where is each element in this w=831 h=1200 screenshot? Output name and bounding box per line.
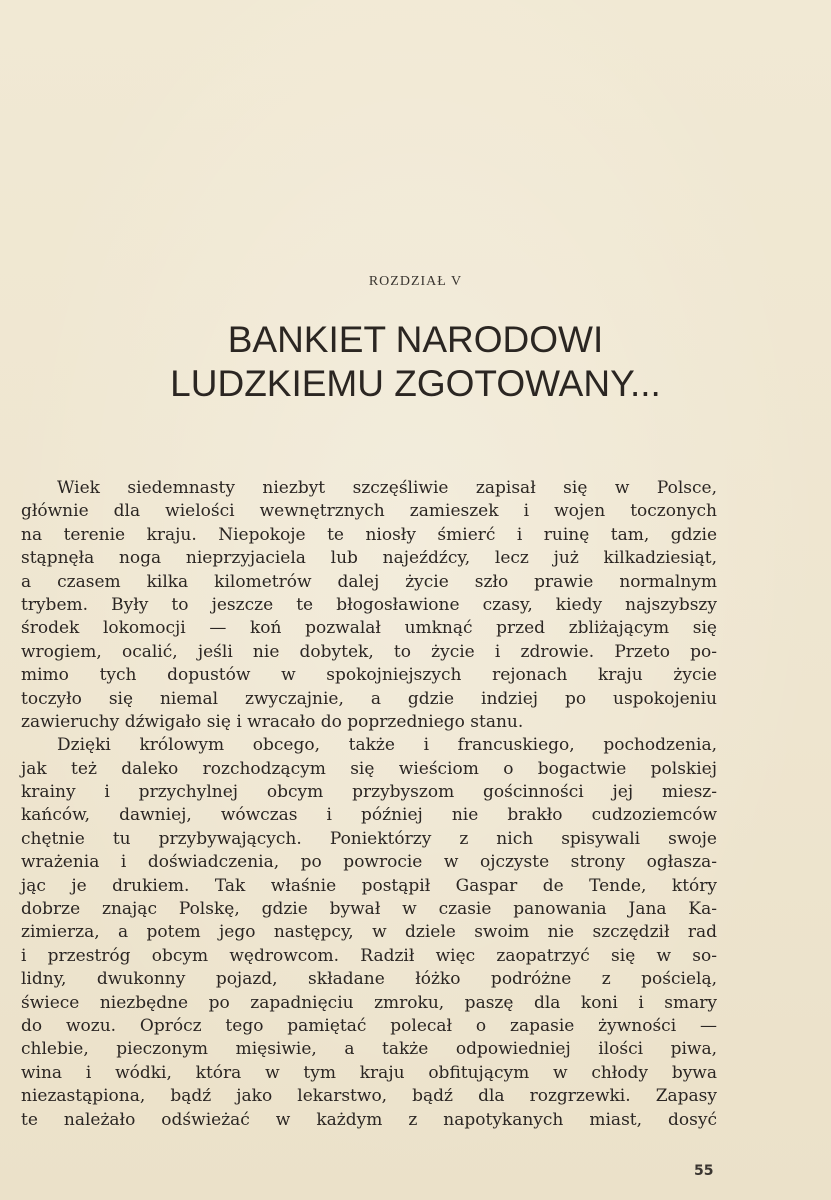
text-line: głównie dla wielości wewnętrznych zamieszek i wojen toczonych [21, 501, 717, 522]
text-line: wina i wódki, która w tym kraju obfitującym w chłody bywa [21, 1062, 717, 1083]
text-line: Wiek siedemnasty niezbyt szczęśliwie zapisał się w Polsce, [57, 478, 717, 498]
text-line: krainy i przychylnej obcym przybyszom gościnności jej miesz- [21, 782, 717, 803]
text-line: stąpnęła noga nieprzyjaciela lub najeźdźcy, lecz już kilkadziesiąt, [21, 548, 717, 569]
chapter-label: ROZDZIAŁ V [368, 274, 463, 289]
text-line: chętnie tu przybywających. Poniektórzy z nich spisywali swoje [21, 828, 717, 849]
chapter-title-line-2: LUDZKIEMU ZGOTOWANY... [170, 363, 661, 404]
text-line: te należało odświeżać w każdym z napotykanych miast, dosyć [21, 1109, 717, 1130]
chapter-title [0, 318, 831, 406]
text-line: Dzięki królowym obcego, także i francuskiego, pochodzenia, [57, 735, 717, 756]
chapter-title-line-1: BANKIET NARODOWI [227, 319, 604, 360]
text-line: zimierza, a potem jego następcy, w dziele swoim nie szczędził rad [21, 922, 717, 943]
text-line: niezastąpiona, bądź jako lekarstwo, bądź dla rozgrzewki. Zapasy [21, 1086, 717, 1107]
text-line: jak też daleko rozchodzącym się wieściom o bogactwie polskiej [21, 758, 717, 779]
text-line: do wozu. Oprócz tego pamiętać polecał o zapasie żywności — [21, 1015, 717, 1036]
text-line: a czasem kilka kilometrów dalej życie szło prawie normalnym [21, 571, 717, 592]
text-line: zawieruchy dźwigało się i wracało do poprzedniego stanu. [21, 711, 524, 732]
text-line: toczyło się niemal zwyczajnie, a gdzie indziej po uspokojeniu [21, 688, 717, 709]
text-line: jąc je drukiem. Tak właśnie postąpił Gaspar de Tende, który [21, 875, 717, 896]
text-line: świece niezbędne po zapadnięciu zmroku, paszę dla koni i smary [21, 992, 717, 1013]
text-line: trybem. Były to jeszcze te błogosławione czasy, kiedy najszybszy [21, 594, 717, 615]
text-line: wrażenia i doświadczenia, po powrocie w ojczyste strony ogłasza- [21, 852, 717, 873]
text-line: wrogiem, ocalić, jeśli nie dobytek, to życie i zdrowie. Przeto po- [21, 641, 717, 662]
text-line: mimo tych dopustów w spokojniejszych rejonach kraju życie [21, 665, 717, 686]
page-number: 55 [694, 1163, 714, 1179]
text-line: kańców, dawniej, wówczas i później nie brakło cudzoziemców [21, 805, 717, 826]
text-line: na terenie kraju. Niepokoje te niosły śmierć i ruinę tam, gdzie [21, 524, 717, 545]
text-line: lidny, dwukonny pojazd, składane łóżko podróżne z pościelą, [21, 969, 717, 990]
body-text [21, 477, 717, 1132]
text-line: chlebie, pieczonym mięsiwie, a także odpowiedniej ilości piwa, [21, 1039, 717, 1060]
text-line: środek lokomocji — koń pozwalał umknąć przed zbliżającym się [21, 618, 717, 639]
text-line: i przestróg obcym wędrowcom. Radził więc zaopatrzyć się w so- [21, 945, 717, 966]
text-line: dobrze znając Polskę, gdzie bywał w czasie panowania Jana Ka- [21, 899, 717, 920]
